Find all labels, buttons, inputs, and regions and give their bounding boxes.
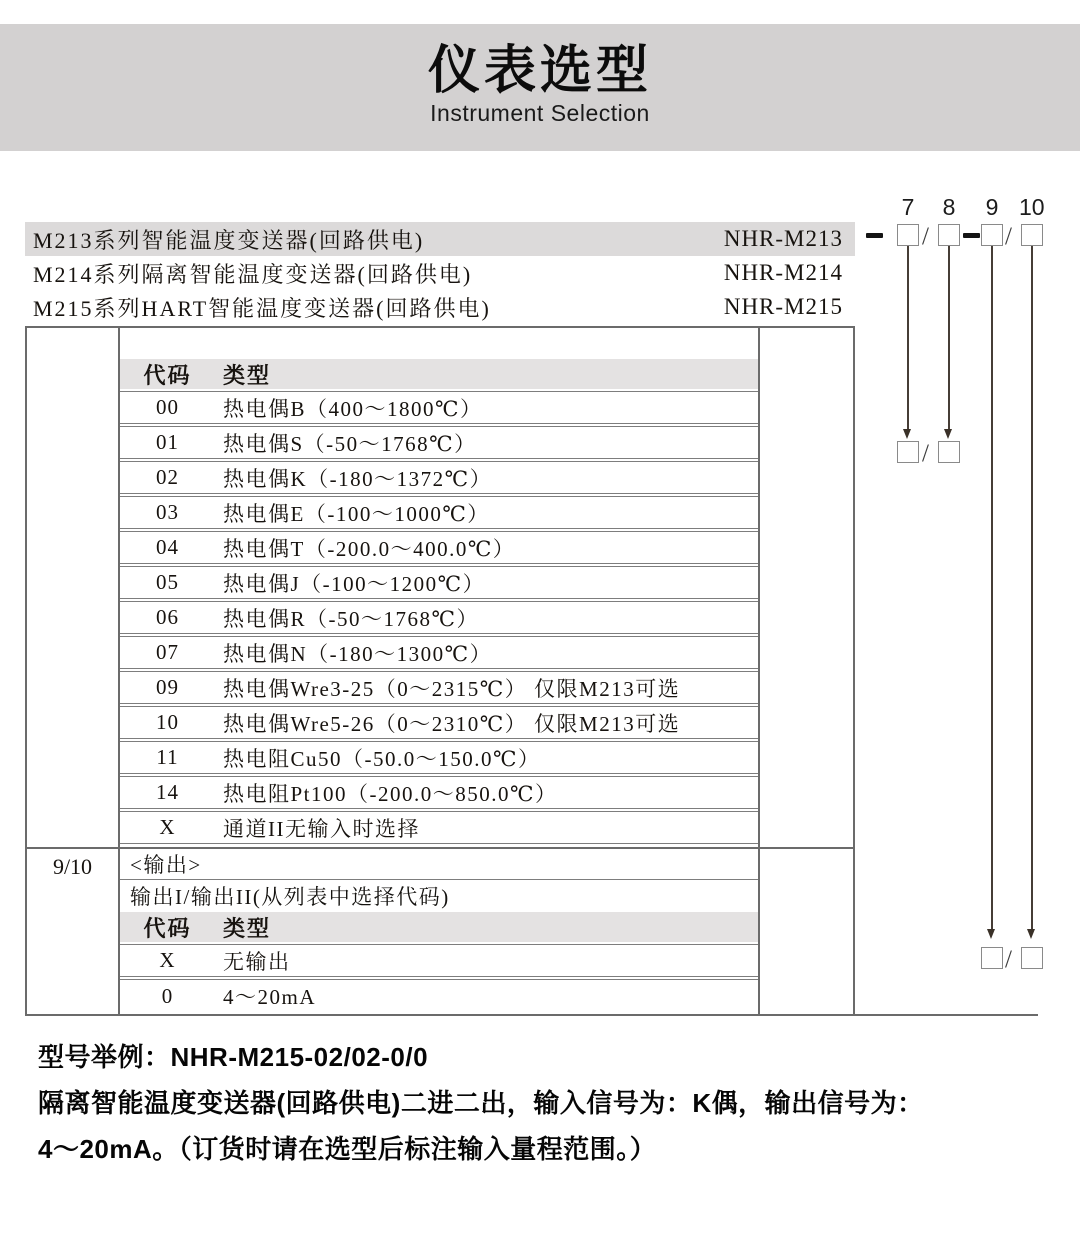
input-section [27,328,853,847]
slash-separator: / [1005,223,1012,250]
series-code: NHR-M215 [723,294,843,319]
row-type: 热电偶N（-180～1300℃） [223,641,493,666]
series-row-m214 [25,256,855,290]
arrow-down-icon [1027,929,1035,939]
table-row [120,531,758,564]
row-type: 4～20mA [223,985,316,1009]
table-row [120,979,758,1012]
table-row [120,391,758,424]
pin-label-8: 8 [942,194,956,220]
row-code: 00 [156,395,179,419]
row-type: 通道II无输入时选择 [223,816,420,841]
row-code: 04 [156,535,179,559]
pin-label-10: 10 [1019,194,1045,220]
table-row [120,811,758,844]
slash-separator: / [1005,946,1012,973]
row-code: 06 [156,605,179,629]
table-row [120,636,758,669]
type-column-header: 类型 [223,362,272,388]
row-code: 14 [156,780,179,804]
arrow-down-icon [944,429,952,439]
slash-separator: / [922,440,929,467]
pin-label-9: 9 [985,194,999,220]
row-code: 09 [156,675,179,699]
table-row [120,461,758,494]
output-section [27,847,853,1014]
series-name: M213系列智能温度变送器(回路供电) [33,227,425,253]
selection-box-7-icon [897,224,919,246]
selection-box-input2-icon [938,441,960,463]
row-code: 11 [156,745,179,769]
series-name: M215系列HART智能温度变送器(回路供电) [33,295,491,321]
series-code: NHR-M213 [723,226,843,251]
row-code: 0 [161,983,174,1008]
row-code: 07 [156,640,179,664]
example-desc-line1: 隔离智能温度变送器(回路供电)二进二出，输入信号为：K偶，输出信号为： [38,1088,924,1118]
output-position-label: 9/10 [27,849,120,1014]
table-row [120,776,758,809]
row-type: 热电偶E（-100～1000℃） [223,501,490,526]
row-type: 热电偶Wre5-26（0～2310℃） 仅限M213可选 [223,711,681,736]
row-type: 热电偶R（-50～1768℃） [223,606,479,631]
page-subtitle: Instrument Selection [430,100,650,126]
arrow-down-icon [903,429,911,439]
table-row [120,741,758,774]
output-table-header [120,912,758,942]
selection-box-input1-icon [897,441,919,463]
row-type: 热电偶S（-50～1768℃） [223,431,477,456]
series-row-m215 [25,290,855,324]
selection-box-10-icon [1021,224,1043,246]
selection-box-output1-icon [981,947,1003,969]
series-row-m213 [25,222,855,256]
row-code: 02 [156,465,179,489]
row-code: 10 [156,710,179,734]
row-code: X [159,815,176,839]
code-column-header: 代码 [143,915,192,941]
row-type: 热电阻Cu50（-50.0～150.0℃） [223,746,541,771]
example-desc-line2: 4～20mA。（订货时请在选型后标注输入量程范围。） [38,1134,657,1164]
ordering-example [38,1034,1048,1172]
slash-separator: / [922,223,929,250]
row-type: 热电阻Pt100（-200.0～850.0℃） [223,781,558,806]
type-column-header: 类型 [223,915,272,941]
row-type: 热电偶J（-100～1200℃） [223,571,486,596]
dash-separator-icon [963,233,980,238]
table-row [120,671,758,704]
row-code: X [159,948,176,972]
output-code-table [120,849,760,1014]
input-table-header [120,359,758,389]
page-title: 仪表选型 [427,42,652,100]
connector-line-7 [907,246,909,432]
row-code: 01 [156,430,179,454]
arrow-down-icon [987,929,995,939]
series-list [25,222,855,324]
table-bottom-border-extension [853,1014,1038,1016]
row-type: 热电偶Wre3-25（0～2315℃） 仅限M213可选 [223,676,681,701]
row-code: 03 [156,500,179,524]
selection-box-9-icon [981,224,1003,246]
selection-box-output2-icon [1021,947,1043,969]
table-row [120,944,758,977]
table-row [120,601,758,634]
series-name: M214系列隔离智能温度变送器(回路供电) [33,261,473,287]
row-type: 热电偶B（400～1800℃） [223,396,483,421]
row-type: 无输出 [223,949,291,974]
table-row [120,426,758,459]
spacer [760,849,853,1014]
output-subtitle: 输出I/输出II(从列表中选择代码) [130,885,450,909]
example-model-line: 型号举例：NHR-M215-02/02-0/0 [38,1042,429,1072]
selection-box-8-icon [938,224,960,246]
table-row [120,566,758,599]
connector-line-9 [991,246,993,932]
row-code: 05 [156,570,179,594]
spacer [760,328,853,847]
series-code: NHR-M214 [723,260,843,285]
selection-table [25,326,855,1016]
pin-label-7: 7 [901,194,915,220]
table-row [120,496,758,529]
code-column-header: 代码 [143,362,192,388]
row-type: 热电偶K（-180～1372℃） [223,466,493,491]
connector-line-8 [948,246,950,432]
input-section-label-cell [27,328,120,847]
table-row [120,706,758,739]
title-band [0,24,1080,151]
row-type: 热电偶T（-200.0～400.0℃） [223,536,516,561]
connector-line-10 [1031,246,1033,932]
dash-separator-icon [866,233,883,238]
input-code-table [120,328,760,847]
output-title: <输出> [120,849,758,880]
